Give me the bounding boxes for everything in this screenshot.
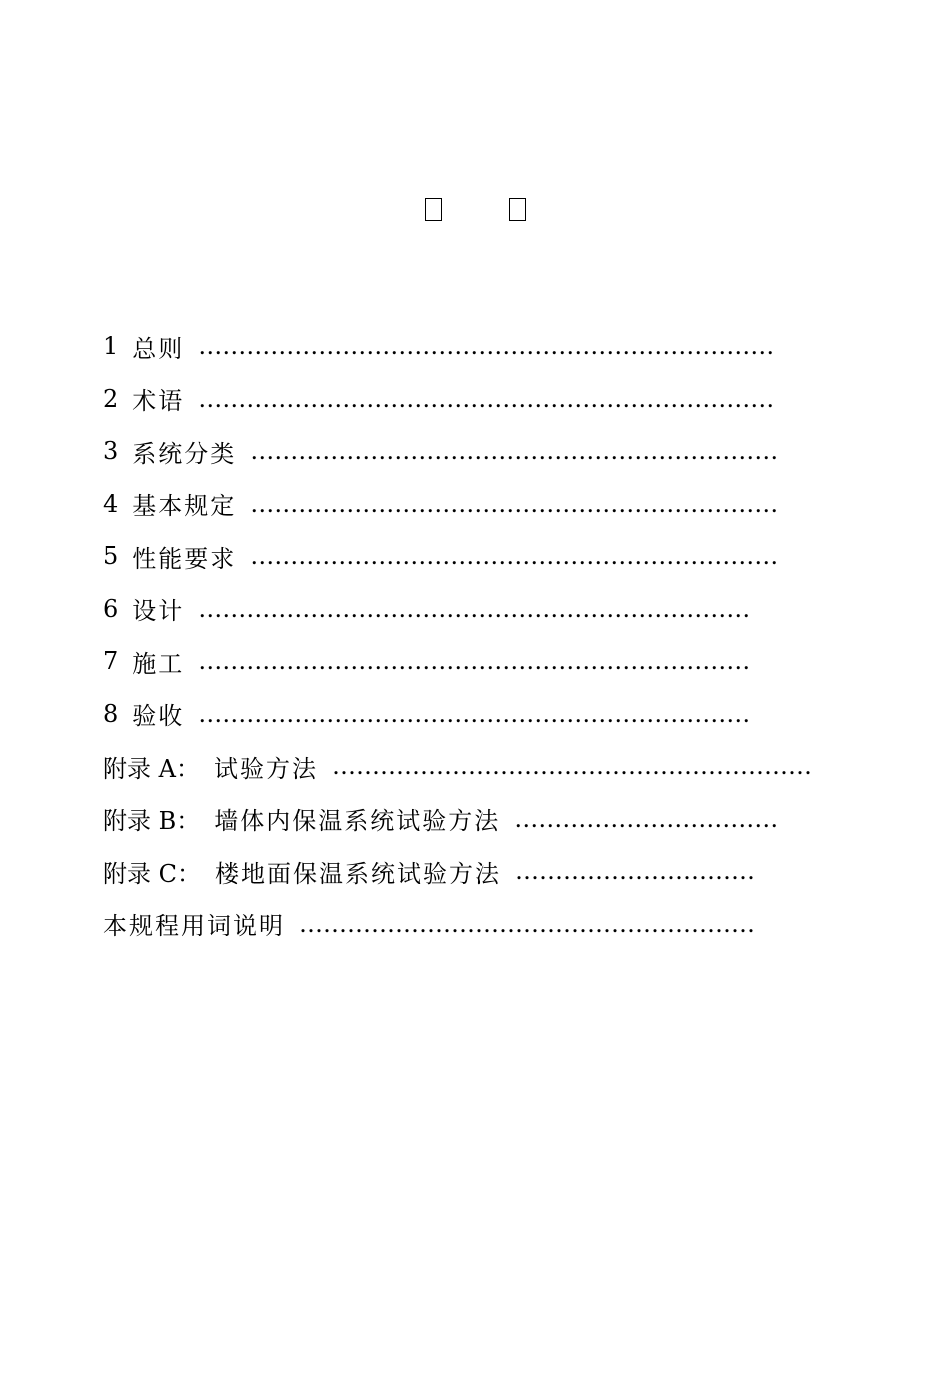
toc-entry-1[interactable] bbox=[103, 320, 838, 373]
toc-entry-number: 8 bbox=[103, 699, 119, 728]
toc-entry-leader: …………………………………………………………… bbox=[198, 594, 751, 623]
toc-entry-7[interactable] bbox=[103, 635, 838, 688]
toc-entry-number: 2 bbox=[103, 384, 119, 413]
toc-entry-title: 试验方法 bbox=[213, 754, 318, 783]
toc-entry-6[interactable] bbox=[103, 583, 838, 636]
toc-entry-number: 3 bbox=[103, 437, 119, 466]
toc-entry-title: 总则 bbox=[132, 334, 185, 363]
heading-gap bbox=[442, 198, 509, 221]
toc-entry-number: 6 bbox=[103, 594, 119, 623]
toc-entry-2[interactable] bbox=[103, 373, 838, 426]
toc-entry-leader: ………………………………………………………… bbox=[250, 489, 779, 518]
toc-entry-leader: …………………………………………………………… bbox=[198, 647, 751, 676]
toc-entry-number: 附录 B： bbox=[103, 807, 201, 836]
toc-entry-3[interactable] bbox=[103, 425, 838, 478]
toc-entry-title: 本规程用词说明 bbox=[103, 912, 285, 941]
toc-entry-title: 术语 bbox=[132, 387, 185, 416]
toc-entry-number: 7 bbox=[103, 647, 119, 676]
table-of-contents bbox=[103, 320, 838, 950]
toc-entry-leader: …………………………………………………………… bbox=[198, 699, 751, 728]
toc-entry-leader: ………………………………………………… bbox=[299, 909, 755, 938]
toc-entry-title: 系统分类 bbox=[132, 439, 237, 468]
toc-entry-appendix-b[interactable] bbox=[103, 793, 838, 846]
toc-entry-appendix-a[interactable] bbox=[103, 740, 838, 793]
toc-entry-title: 基本规定 bbox=[132, 492, 237, 521]
toc-entry-title: 性能要求 bbox=[132, 544, 237, 573]
toc-entry-leader: ………………………… bbox=[515, 857, 755, 886]
toc-entry-title: 施工 bbox=[132, 649, 185, 678]
toc-entry-terminology[interactable] bbox=[103, 898, 838, 951]
toc-entry-title: 设计 bbox=[132, 597, 185, 626]
toc-entry-number: 4 bbox=[103, 489, 119, 518]
toc-entry-leader: ………………………………………………………… bbox=[250, 437, 779, 466]
toc-entry-number: 附录 A： bbox=[103, 754, 200, 783]
toc-entry-number: 附录 C： bbox=[103, 859, 201, 888]
heading-char-box-2 bbox=[509, 198, 526, 221]
toc-entry-title: 楼地面保温系统试验方法 bbox=[215, 859, 501, 888]
toc-entry-leader: …………………………… bbox=[514, 804, 779, 833]
toc-entry-leader: ……………………………………………………………… bbox=[198, 384, 775, 413]
toc-heading bbox=[0, 192, 950, 224]
toc-entry-number: 1 bbox=[103, 332, 119, 361]
toc-entry-4[interactable] bbox=[103, 478, 838, 531]
toc-entry-5[interactable] bbox=[103, 530, 838, 583]
toc-entry-leader: …………………………………………………… bbox=[331, 752, 812, 781]
toc-entry-leader: ……………………………………………………………… bbox=[198, 332, 775, 361]
toc-entry-8[interactable] bbox=[103, 688, 838, 741]
toc-entry-appendix-c[interactable] bbox=[103, 845, 838, 898]
toc-entry-title: 墙体内保温系统试验方法 bbox=[214, 807, 501, 836]
toc-entry-title: 验收 bbox=[132, 702, 185, 731]
toc-entry-number: 5 bbox=[103, 542, 119, 571]
toc-entry-leader: ………………………………………………………… bbox=[250, 542, 779, 571]
heading-char-box-1 bbox=[425, 198, 442, 221]
